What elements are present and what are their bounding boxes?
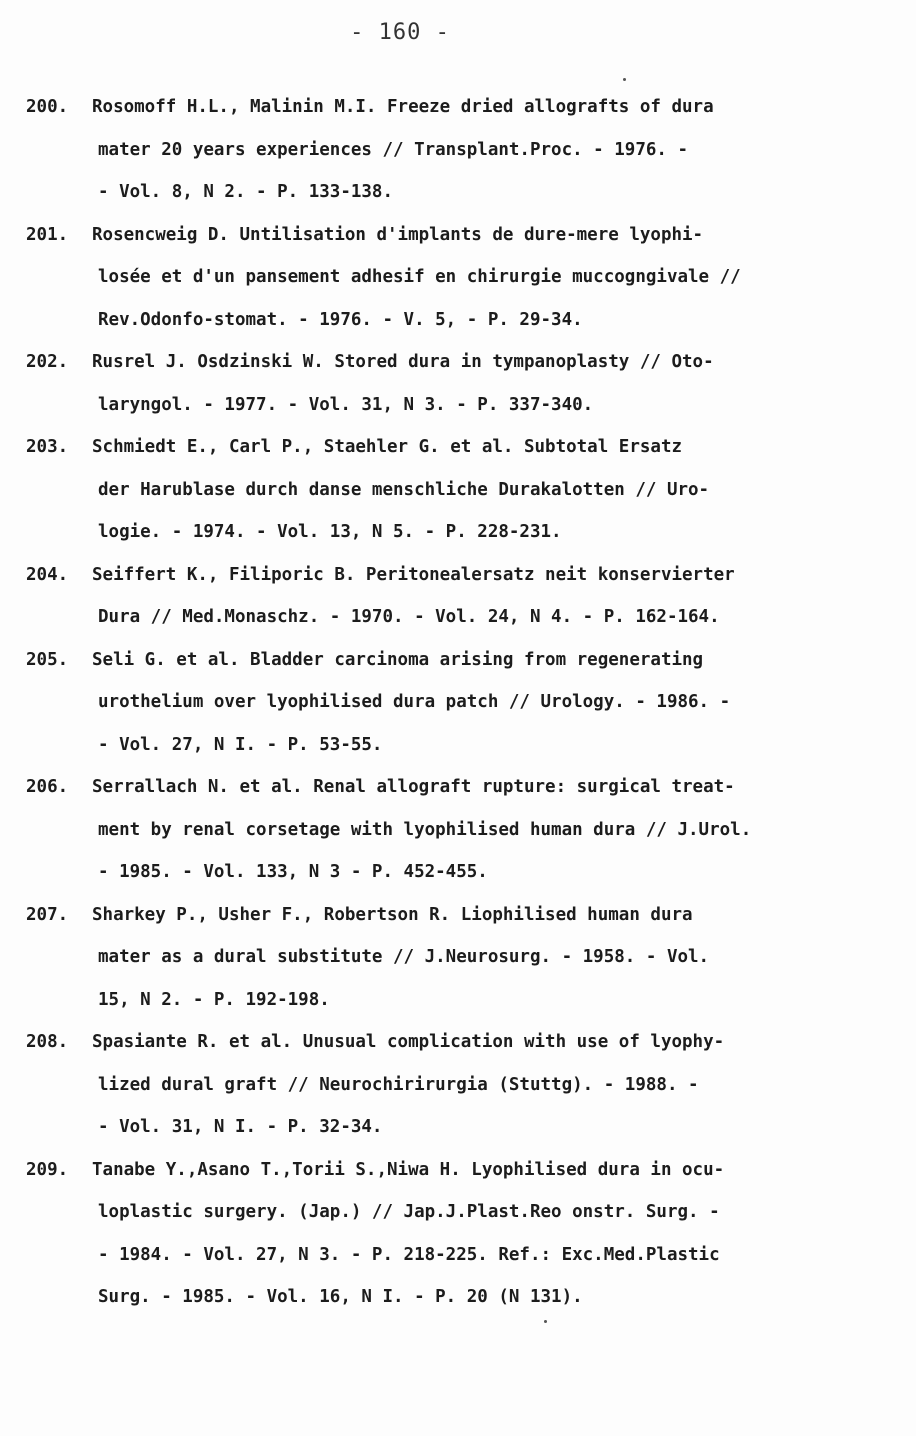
reference-text [92,1021,896,1149]
reference-text [92,214,896,342]
reference-line: lized dural graft // Neurochirirurgia (Stuttg). - 1988. - [98,1074,699,1095]
reference-line: Serrallach N. et al. Renal allograft rupture: surgical treat- [92,777,735,797]
reference-entry [26,554,896,639]
reference-line: 15, N 2. - P. 192-198. [98,989,330,1010]
reference-text [92,341,896,426]
reference-number: 209. [26,1159,69,1180]
reference-line: urothelium over lyophilised dura patch // Urology. - 1986. - [98,692,731,712]
reference-text [92,639,896,767]
reference-line: Surg. - 1985. - Vol. 16, N I. - P. 20 (N 131). [98,1287,583,1307]
reference-text [92,554,896,639]
reference-number: 202. [26,352,69,372]
reference-line: Seiffert K., Filiporic B. Peritonealersatz neit konservierter [92,564,735,585]
reference-line: laryngol. - 1977. - Vol. 31, N 3. - P. 337-340. [98,394,594,415]
reference-line: - Vol. 27, N I. - P. 53-55. [98,734,383,755]
reference-line: Spasiante R. et al. Unusual complication with use of lyophy- [92,1032,725,1052]
reference-line: Rusrel J. Osdzinski W. Stored dura in tympanoplasty // Oto- [92,352,714,372]
reference-line: Sharkey P., Usher F., Robertson R. Liophilised human dura [92,904,693,925]
reference-text [92,766,896,894]
reference-entry [26,426,896,554]
reference-entry [26,214,896,342]
stray-ink-mark [544,1320,547,1323]
reference-line: - 1985. - Vol. 133, N 3 - P. 452-455. [98,862,488,882]
reference-entry [26,766,896,894]
reference-number: 201. [26,224,69,245]
reference-number: 206. [26,777,69,797]
reference-number: 207. [26,904,69,925]
reference-list [26,86,896,1319]
stray-ink-mark [623,78,626,81]
reference-line: ment by renal corsetage with lyophilised human dura // J.Urol. [98,819,752,840]
reference-line: - 1984. - Vol. 27, N 3. - P. 218-225. Ref.: Exc.Med.Plastic [98,1244,720,1265]
reference-text [92,86,896,214]
reference-line: - Vol. 8, N 2. - P. 133-138. [98,182,394,202]
reference-number: 208. [26,1032,69,1052]
reference-text [92,426,896,554]
reference-entry [26,341,896,426]
reference-line: Rosomoff H.L., Malinin M.I. Freeze dried allografts of dura [92,97,714,117]
reference-entry [26,894,896,1022]
reference-line: Schmiedt E., Carl P., Staehler G. et al. Subtotal Ersatz [92,437,683,457]
reference-line: losée et d'un pansement adhesif en chirurgie muccogngivale // [98,267,741,287]
reference-number: 204. [26,564,69,585]
reference-text [92,1149,896,1319]
reference-entry [26,1021,896,1149]
reference-entry [26,1149,896,1319]
reference-line: Tanabe Y.,Asano T.,Torii S.,Niwa H. Lyophilised dura in ocu- [92,1159,725,1180]
reference-line: mater as a dural substitute // J.Neurosurg. - 1958. - Vol. [98,947,710,967]
reference-line: loplastic surgery. (Jap.) // Jap.J.Plast.Reo onstr. Surg. - [98,1202,720,1222]
page-number: - 160 - [350,20,450,45]
reference-entry [26,639,896,767]
reference-line: Rev.Odonfo-stomat. - 1976. - V. 5, - P. 29-34. [98,309,583,330]
reference-entry [26,86,896,214]
reference-line: der Harublase durch danse menschliche Durakalotten // Uro- [98,479,710,500]
reference-text [92,894,896,1022]
reference-number: 200. [26,97,69,117]
reference-line: Rosencweig D. Untilisation d'implants de dure-mere lyophi- [92,224,704,245]
reference-line: mater 20 years experiences // Transplant.Proc. - 1976. - [98,139,689,160]
reference-line: Dura // Med.Monaschz. - 1970. - Vol. 24, N 4. - P. 162-164. [98,607,720,627]
reference-line: logie. - 1974. - Vol. 13, N 5. - P. 228-231. [98,522,562,542]
reference-line: Seli G. et al. Bladder carcinoma arising from regenerating [92,649,704,670]
reference-number: 203. [26,437,69,457]
reference-number: 205. [26,649,69,670]
reference-line: - Vol. 31, N I. - P. 32-34. [98,1117,383,1137]
